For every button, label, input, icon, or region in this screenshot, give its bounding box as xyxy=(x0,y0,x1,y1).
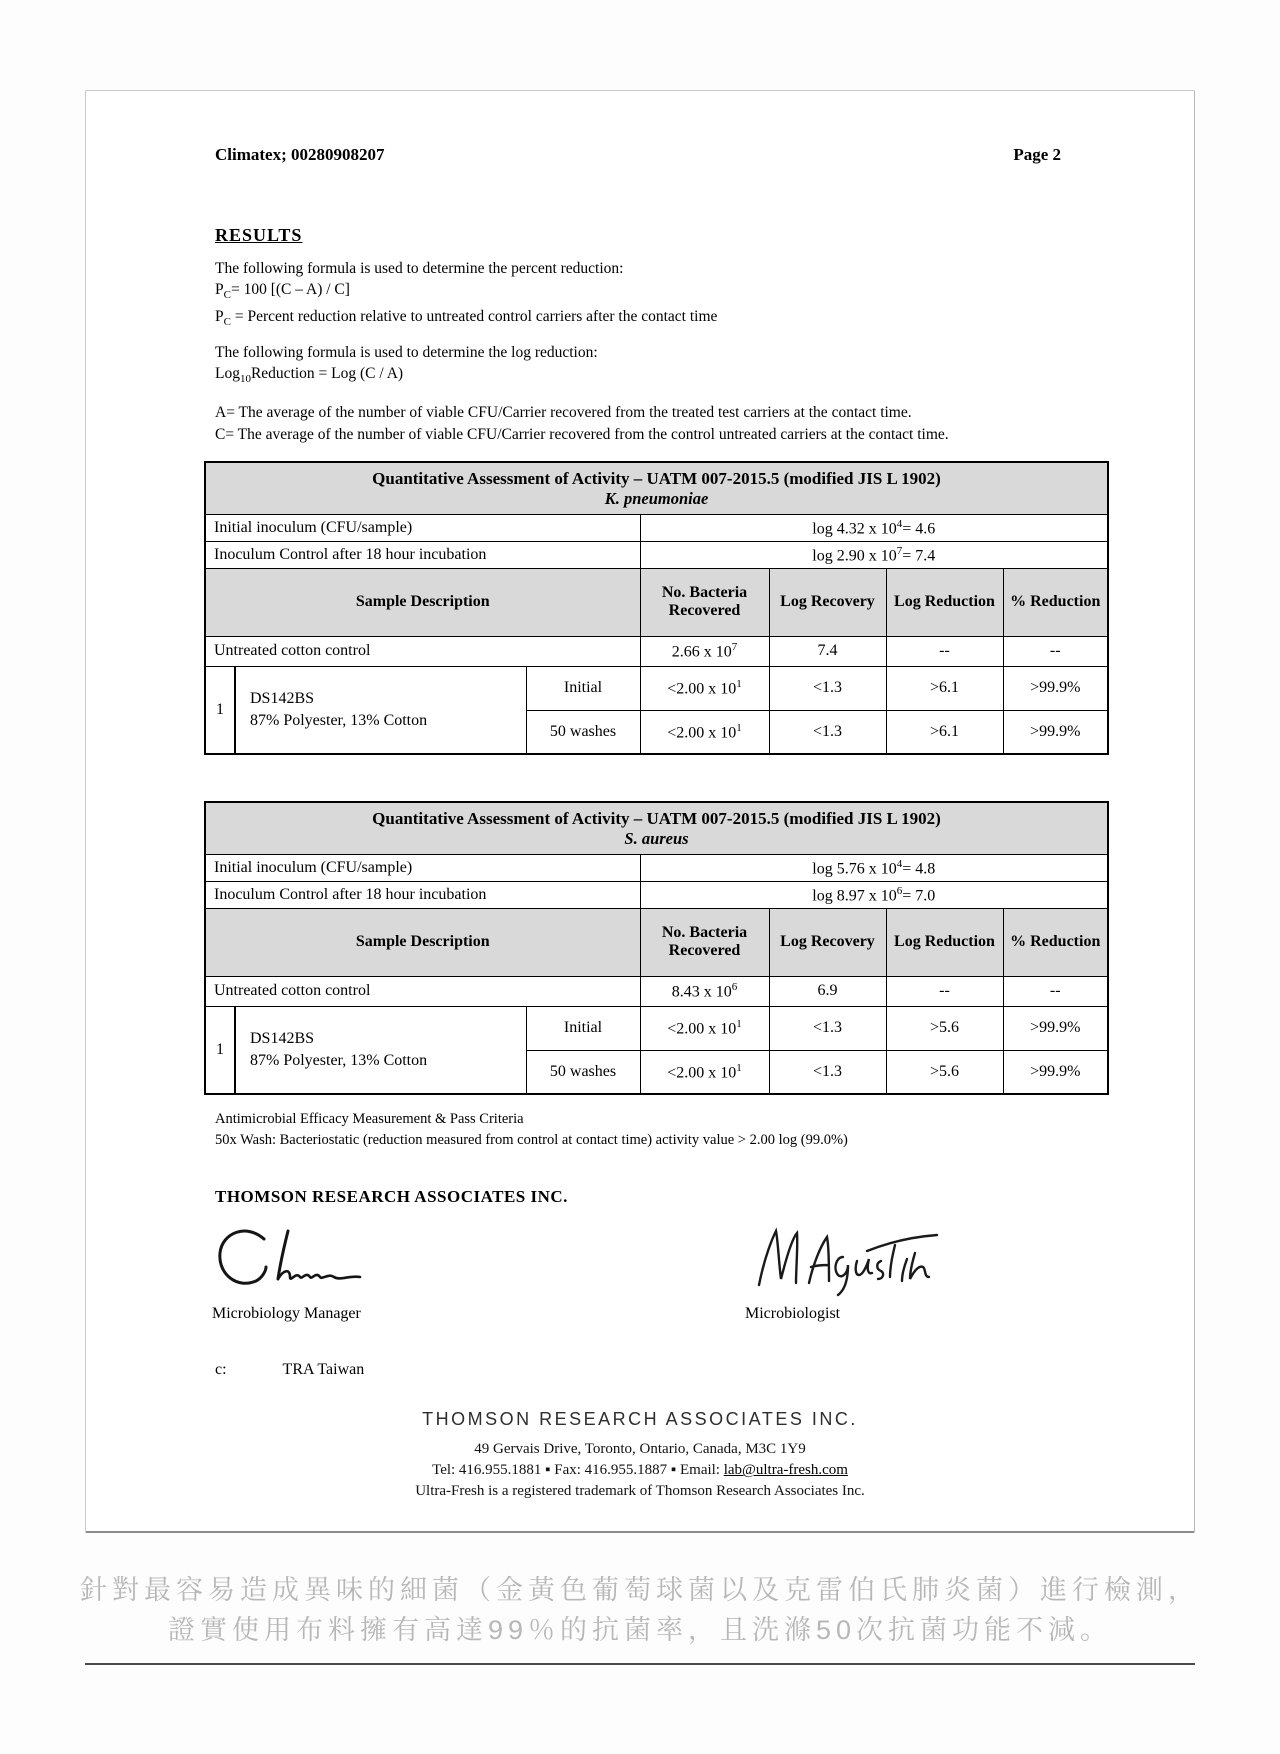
manager-role-label: Microbiology Manager xyxy=(212,1305,361,1323)
log-formula: Log$_{10}$Reduction = Log (C / A) xyxy=(215,365,404,386)
col-header-bacteria: No. Bacteria Recovered xyxy=(640,568,769,636)
caption-line-2: 證實使用布料擁有高達99％的抗菌率，且洗滌50次抗菌功能不減。 xyxy=(167,1615,1113,1645)
sample-pct-reduction: >99.9% xyxy=(1003,1006,1108,1050)
col-header-log-reduction: Log Reduction xyxy=(886,908,1003,976)
footer-contact-line xyxy=(86,1460,1194,1481)
bottom-divider-line xyxy=(85,1663,1195,1665)
sample-bacteria: <2.00 x $10^1$ xyxy=(640,1006,769,1050)
sample-pct-reduction: >99.9% xyxy=(1003,666,1108,710)
wash-condition: 50 washes xyxy=(526,710,640,754)
footer-company-name: THOMSON RESEARCH ASSOCIATES INC. xyxy=(422,1409,858,1430)
sample-log-reduction: >6.1 xyxy=(886,666,1003,710)
col-header-pct-reduction: % Reduction xyxy=(1003,908,1108,976)
assessment-table-s-aureus xyxy=(204,801,1109,1095)
col-header-log-recovery: Log Recovery xyxy=(769,908,886,976)
initial-inoculum-label: Initial inoculum (CFU/sample) xyxy=(205,514,640,541)
control-bacteria: 8.43 x $10^6$ xyxy=(640,976,769,1006)
log-formula-block xyxy=(204,342,1105,390)
cc-value: TRA Taiwan xyxy=(282,1361,365,1379)
sample-log-recovery: <1.3 xyxy=(769,1050,886,1094)
definition-c: C= The average of the number of viable CFU/Carrier recovered from the control untreated carriers at the contact time. xyxy=(215,425,949,443)
sample-bacteria: <2.00 x $10^1$ xyxy=(640,666,769,710)
control-bacteria: 2.66 x $10^7$ xyxy=(640,636,769,666)
variable-definitions xyxy=(204,402,1084,445)
manager-signature xyxy=(212,1223,382,1301)
col-header-log-reduction: Log Reduction xyxy=(886,568,1003,636)
species-name: S. aureus xyxy=(624,828,689,848)
chinese-caption xyxy=(0,1570,1280,1650)
sample-pct-reduction: >99.9% xyxy=(1003,1050,1108,1094)
col-header-bacteria: No. Bacteria Recovered xyxy=(640,908,769,976)
sample-log-reduction: >5.6 xyxy=(886,1006,1003,1050)
sample-log-reduction: >5.6 xyxy=(886,1050,1003,1094)
sample-bacteria: <2.00 x $10^1$ xyxy=(640,710,769,754)
wash-condition: 50 washes xyxy=(526,1050,640,1094)
table-title-cell xyxy=(205,802,1108,854)
sample-bacteria: <2.00 x $10^1$ xyxy=(640,1050,769,1094)
assessment-table-k-pneumoniae xyxy=(204,461,1109,755)
table-title: Quantitative Assessment of Activity – UATM 007-2015.5 (modified JIS L 1902) xyxy=(372,808,941,828)
microbiologist-signature xyxy=(745,1223,955,1301)
sample-name: DS142BS xyxy=(250,690,315,708)
initial-inoculum-value: log 5.76 x $10^4= 4.8$ xyxy=(640,854,1108,881)
inoculum-control-label: Inoculum Control after 18 hour incubation xyxy=(205,541,640,568)
control-log-recovery: 7.4 xyxy=(769,636,886,666)
sample-number: 1 xyxy=(205,666,235,754)
percent-formula-block xyxy=(204,258,1105,333)
col-header-sample: Sample Description xyxy=(205,568,640,636)
criteria-line-1: Antimicrobial Efficacy Measurement & Pass Criteria xyxy=(215,1111,524,1128)
inoculum-control-value: log 8.97 x $10^6= 7.0$ xyxy=(640,881,1108,908)
sample-name: DS142BS xyxy=(250,1030,315,1048)
page-number: Page 2 xyxy=(1013,145,1061,164)
table-title-cell xyxy=(205,462,1108,514)
col-header-sample: Sample Description xyxy=(205,908,640,976)
control-label: Untreated cotton control xyxy=(205,636,640,666)
caption-line-1: 針對最容易造成異味的細菌（金黃色葡萄球菌以及克雷伯氏肺炎菌）進行檢測， xyxy=(80,1575,1200,1605)
definition-a: A= The average of the number of viable CFU/Carrier recovered from the treated test carriers at the contact time. xyxy=(215,404,912,422)
sample-description xyxy=(235,1006,526,1094)
initial-inoculum-label: Initial inoculum (CFU/sample) xyxy=(205,854,640,881)
control-log-recovery: 6.9 xyxy=(769,976,886,1006)
control-log-reduction: -- xyxy=(886,636,1003,666)
table-title: Quantitative Assessment of Activity – UATM 007-2015.5 (modified JIS L 1902) xyxy=(372,468,941,488)
signature-row xyxy=(204,1223,1105,1323)
control-pct-reduction: -- xyxy=(1003,976,1108,1006)
sample-pct-reduction: >99.9% xyxy=(1003,710,1108,754)
doc-reference: Climatex; 00280908207 xyxy=(215,145,385,164)
wash-condition: Initial xyxy=(526,1006,640,1050)
inoculum-control-label: Inoculum Control after 18 hour incubation xyxy=(205,881,640,908)
document-header xyxy=(204,145,1105,165)
sample-log-recovery: <1.3 xyxy=(769,710,886,754)
sample-log-recovery: <1.3 xyxy=(769,1006,886,1050)
criteria-line-2: 50x Wash: Bacteriostatic (reduction measured from control at contact time) activity value > 2.00 log (99.0%) xyxy=(215,1132,848,1149)
signature-block-manager xyxy=(212,1223,382,1323)
sample-log-reduction: >6.1 xyxy=(886,710,1003,754)
inoculum-control-value: log 2.90 x $10^7= 7.4$ xyxy=(640,541,1108,568)
col-header-pct-reduction: % Reduction xyxy=(1003,568,1108,636)
document-page-card xyxy=(85,90,1195,1533)
sample-description xyxy=(235,666,526,754)
control-log-reduction: -- xyxy=(886,976,1003,1006)
footer-email-link[interactable]: lab@ultra-fresh.com xyxy=(723,1462,848,1479)
footer-address: 49 Gervais Drive, Toronto, Ontario, Canada, M3C 1Y9 xyxy=(474,1441,806,1458)
sample-log-recovery: <1.3 xyxy=(769,666,886,710)
col-header-log-recovery: Log Recovery xyxy=(769,568,886,636)
log-intro-text: The following formula is used to determine the log reduction: xyxy=(215,344,598,362)
control-pct-reduction: -- xyxy=(1003,636,1108,666)
footer-trademark: Ultra-Fresh is a registered trademark of Thomson Research Associates Inc. xyxy=(415,1483,865,1500)
sample-composition: 87% Polyester, 13% Cotton xyxy=(250,712,428,730)
results-heading: RESULTS xyxy=(215,225,303,245)
pass-criteria-notes xyxy=(204,1109,1105,1151)
percent-intro-text: The following formula is used to determine the percent reduction: xyxy=(215,260,624,277)
wash-condition: Initial xyxy=(526,666,640,710)
cc-label: c: xyxy=(215,1361,227,1379)
signature-block-microbiologist xyxy=(745,1223,955,1323)
sample-composition: 87% Polyester, 13% Cotton xyxy=(250,1052,428,1070)
sample-number: 1 xyxy=(205,1006,235,1094)
control-label: Untreated cotton control xyxy=(205,976,640,1006)
signoff-company-name: THOMSON RESEARCH ASSOCIATES INC. xyxy=(215,1187,568,1207)
initial-inoculum-value: log 4.32 x $10^4= 4.6$ xyxy=(640,514,1108,541)
percent-formula: $P_C= 100$ [(C – A) / C] xyxy=(215,281,350,302)
percent-definition: $P_C$ = Percent reduction relative to untreated control carriers after the contact time xyxy=(215,308,718,329)
species-name: K. pneumoniae xyxy=(604,488,709,508)
footer-block xyxy=(86,1409,1194,1502)
footer-tel-fax: Tel: 416.955.1881 ▪ Fax: 416.955.1887 ▪ Email: xyxy=(432,1462,724,1479)
cc-line xyxy=(204,1361,1105,1379)
microbiologist-role-label: Microbiologist xyxy=(745,1305,841,1323)
